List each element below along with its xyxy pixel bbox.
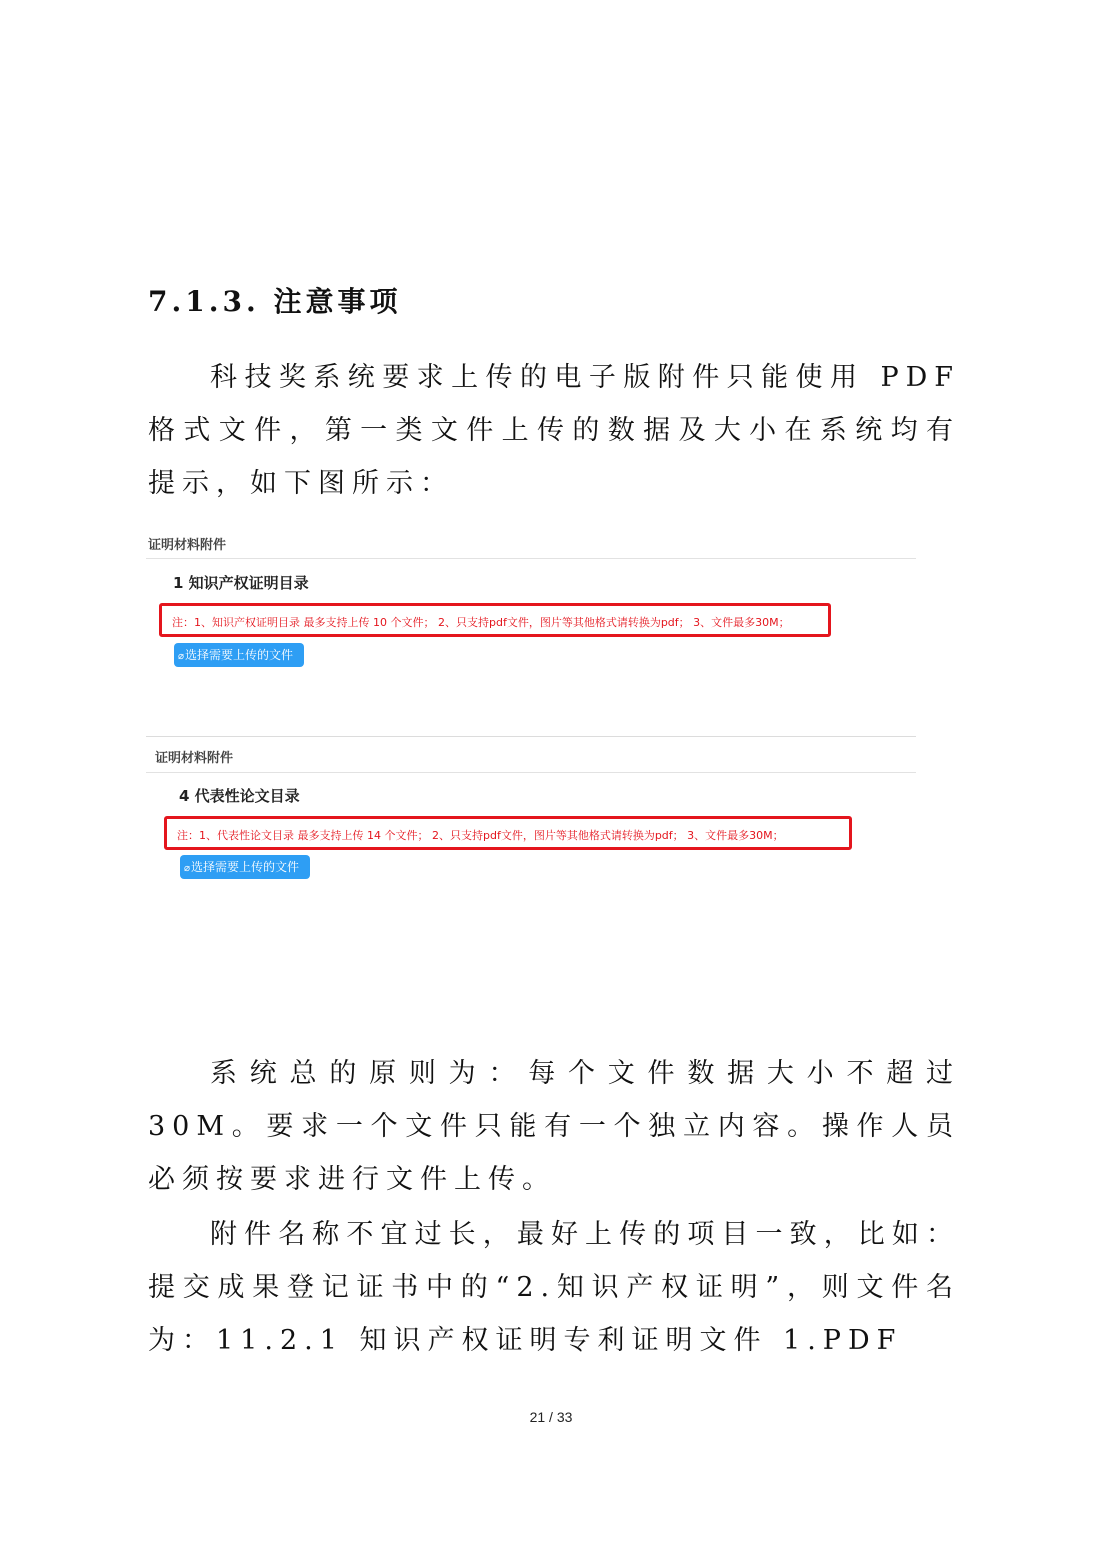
select-file-button-label: 选择需要上传的文件	[185, 648, 294, 662]
naming-paragraph: 附件名称不宜过长，最好上传的项目一致，比如：提交成果登记证书中的“2.知识产权证明”，则文件名为：11.2.1 知识产权证明专利证明文件 1.PDF	[148, 1219, 960, 1356]
paperclip-icon: ⌀	[184, 863, 191, 874]
divider	[146, 558, 916, 559]
page-number: 21 / 33	[529, 1409, 573, 1425]
item-title: 1 知识产权证明目录	[173, 574, 309, 592]
upload-screenshot-1	[146, 528, 916, 718]
section-heading: 7.1.3. 注意事项	[148, 285, 402, 318]
upload-note: 注：1、知识产权证明目录 最多支持上传 10 个文件； 2、只支持pdf文件，图片等其他格式请转换为pdf； 3、文件最多30M；	[172, 616, 790, 629]
select-file-button[interactable]	[174, 643, 304, 667]
highlighted-note	[164, 816, 852, 850]
upload-note: 注：1、代表性论文目录 最多支持上传 14 个文件； 2、只支持pdf文件，图片等其他格式请转换为pdf； 3、文件最多30M；	[177, 829, 784, 842]
intro-paragraph: 科技奖系统要求上传的电子版附件只能使用 PDF 格式文件，第一类文件上传的数据及大小在系统均有提示，如下图所示：	[148, 362, 960, 499]
divider	[146, 736, 916, 737]
paperclip-icon: ⌀	[178, 651, 185, 662]
section-title: 证明材料附件	[148, 538, 227, 553]
highlighted-note	[159, 603, 831, 637]
section-title: 证明材料附件	[155, 751, 234, 766]
divider	[146, 772, 916, 773]
upload-screenshot-2	[146, 736, 916, 906]
select-file-button[interactable]	[180, 855, 310, 879]
principle-paragraph: 系统总的原则为：每个文件数据大小不超过 30M。要求一个文件只能有一个独立内容。操作人员必须按要求进行文件上传。	[148, 1058, 960, 1195]
item-title: 4 代表性论文目录	[179, 787, 300, 805]
select-file-button-label: 选择需要上传的文件	[191, 860, 300, 874]
